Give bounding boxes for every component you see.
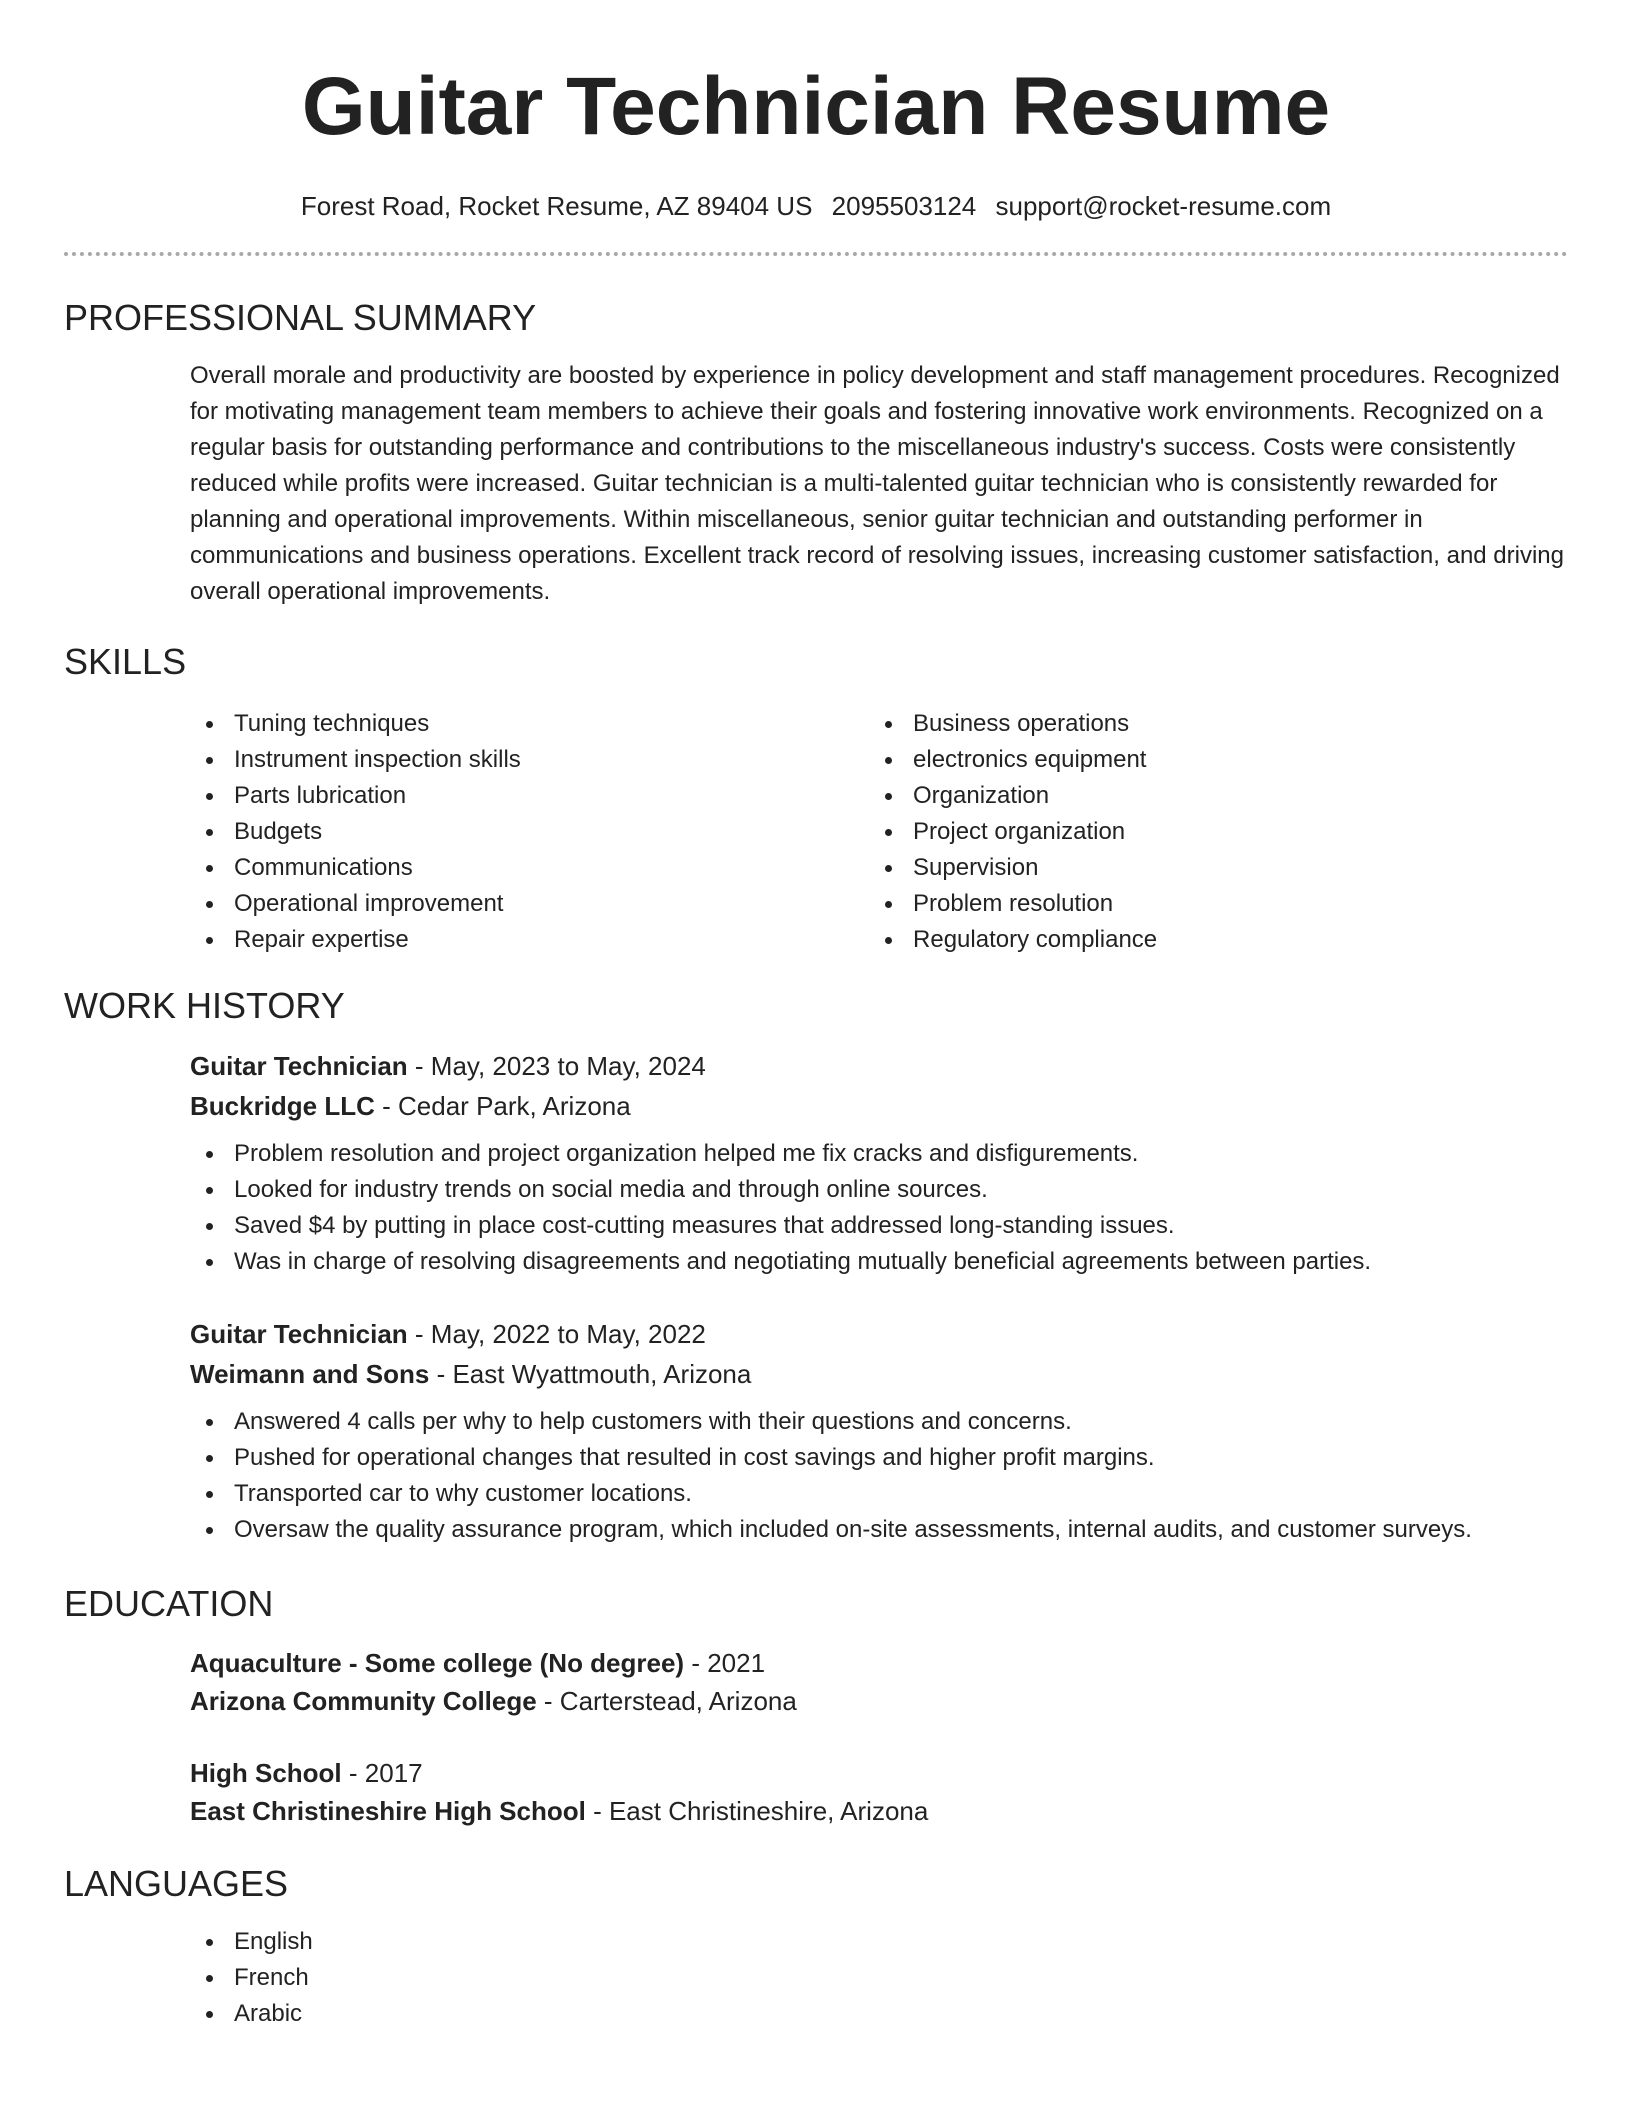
languages-section bbox=[64, 1862, 1568, 2032]
bullet-icon bbox=[885, 865, 892, 872]
list-item: Repair expertise bbox=[190, 922, 869, 958]
bullet-icon bbox=[885, 721, 892, 728]
work-history-heading: WORK HISTORY bbox=[64, 985, 345, 1026]
education-heading: EDUCATION bbox=[64, 1583, 274, 1624]
bullet-icon bbox=[206, 1491, 213, 1498]
list-item: Operational improvement bbox=[190, 886, 869, 922]
job-title: Guitar Technician bbox=[190, 1051, 408, 1081]
job-company: Buckridge LLC bbox=[190, 1091, 375, 1121]
list-item: English bbox=[190, 1924, 1568, 1960]
skills-list-left bbox=[190, 706, 869, 958]
list-item: electronics equipment bbox=[869, 742, 1568, 778]
list-item: Looked for industry trends on social media and through online sources. bbox=[190, 1172, 1568, 1208]
education-year: - 2021 bbox=[684, 1648, 766, 1678]
bullet-icon bbox=[206, 865, 213, 872]
job-location: - East Wyattmouth, Arizona bbox=[429, 1359, 752, 1389]
education-entry bbox=[190, 1754, 1568, 1830]
bullet-icon bbox=[206, 793, 213, 800]
bullet-icon bbox=[206, 1455, 213, 1462]
bullet-icon bbox=[206, 721, 213, 728]
summary-heading: PROFESSIONAL SUMMARY bbox=[64, 297, 537, 338]
skills-heading: SKILLS bbox=[64, 641, 187, 682]
bullet-icon bbox=[206, 901, 213, 908]
bullet-icon bbox=[206, 1151, 213, 1158]
education-school: Arizona Community College bbox=[190, 1686, 537, 1716]
skills-section bbox=[64, 640, 1568, 958]
list-item: Tuning techniques bbox=[190, 706, 869, 742]
bullet-icon bbox=[206, 1527, 213, 1534]
job-company-line bbox=[190, 1086, 1568, 1126]
bullet-icon bbox=[206, 2011, 213, 2018]
list-item: Problem resolution bbox=[869, 886, 1568, 922]
contact-phone: 2095503124 bbox=[831, 191, 977, 221]
bullet-icon bbox=[885, 793, 892, 800]
list-item: Saved $4 by putting in place cost-cutting measures that addressed long-standing issues. bbox=[190, 1208, 1568, 1244]
bullet-icon bbox=[885, 937, 892, 944]
education-year: - 2017 bbox=[341, 1758, 423, 1788]
languages-heading: LANGUAGES bbox=[64, 1863, 289, 1904]
bullet-icon bbox=[206, 1259, 213, 1266]
list-item: Arabic bbox=[190, 1996, 1568, 2032]
contact-info bbox=[64, 190, 1568, 222]
list-item: Regulatory compliance bbox=[869, 922, 1568, 958]
bullet-icon bbox=[206, 1223, 213, 1230]
list-item: Instrument inspection skills bbox=[190, 742, 869, 778]
list-item: French bbox=[190, 1960, 1568, 1996]
list-item: Was in charge of resolving disagreements and negotiating mutually beneficial agreements between parties. bbox=[190, 1244, 1568, 1280]
list-item: Supervision bbox=[869, 850, 1568, 886]
list-item: Parts lubrication bbox=[190, 778, 869, 814]
bullet-icon bbox=[885, 757, 892, 764]
summary-text: Overall morale and productivity are boosted by experience in policy development and staff management procedures. Recognized for motivating management team members to achieve their goals and fostering innovative work environments. Recognized on a regular basis for outstanding performance and contributions to the miscellaneous industry's success. Costs were consistently reduced while profits were increased. Guitar technician is a multi-talented guitar technician who is consistently rewarded for planning and operational improvements. Within miscellaneous, senior guitar technician and outstanding performer in communications and business operations. Excellent track record of resolving issues, increasing customer satisfaction, and driving overall operational improvements. bbox=[190, 362, 1564, 605]
education-entry bbox=[190, 1644, 1568, 1720]
education-location: - East Christineshire, Arizona bbox=[585, 1796, 929, 1826]
list-item: Pushed for operational changes that resulted in cost savings and higher profit margins. bbox=[190, 1440, 1568, 1476]
bullet-icon bbox=[206, 1939, 213, 1946]
job-title-line bbox=[190, 1046, 1568, 1086]
page-title: Guitar Technician Resume bbox=[301, 61, 1331, 152]
job-company-line bbox=[190, 1354, 1568, 1394]
list-item: Oversaw the quality assurance program, which included on-site assessments, internal audits, and customer surveys. bbox=[190, 1512, 1568, 1548]
education-degree-line bbox=[190, 1644, 1568, 1682]
education-degree: Aquaculture - Some college (No degree) bbox=[190, 1648, 685, 1678]
job-title: Guitar Technician bbox=[190, 1319, 408, 1349]
bullet-icon bbox=[206, 1975, 213, 1982]
job-duties bbox=[190, 1404, 1568, 1548]
list-item: Transported car to why customer locations. bbox=[190, 1476, 1568, 1512]
list-item: Organization bbox=[869, 778, 1568, 814]
education-school-line bbox=[190, 1682, 1568, 1720]
list-item: Problem resolution and project organization helped me fix cracks and disfigurements. bbox=[190, 1136, 1568, 1172]
education-section bbox=[64, 1582, 1568, 1830]
job-dates: - May, 2023 to May, 2024 bbox=[407, 1051, 706, 1081]
bullet-icon bbox=[206, 1187, 213, 1194]
education-school: East Christineshire High School bbox=[190, 1796, 586, 1826]
languages-list bbox=[190, 1924, 1568, 2032]
bullet-icon bbox=[206, 829, 213, 836]
list-item: Business operations bbox=[869, 706, 1568, 742]
list-item: Answered 4 calls per why to help customers with their questions and concerns. bbox=[190, 1404, 1568, 1440]
resume-page bbox=[64, 0, 1568, 2027]
list-item: Communications bbox=[190, 850, 869, 886]
list-item: Project organization bbox=[869, 814, 1568, 850]
education-school-line bbox=[190, 1792, 1568, 1830]
education-degree-line bbox=[190, 1754, 1568, 1792]
summary-section bbox=[64, 296, 1568, 610]
education-degree: High School bbox=[190, 1758, 342, 1788]
bullet-icon bbox=[885, 829, 892, 836]
list-item: Budgets bbox=[190, 814, 869, 850]
job-entry bbox=[190, 1314, 1568, 1548]
header-divider bbox=[64, 252, 1568, 256]
job-duties bbox=[190, 1136, 1568, 1280]
job-company: Weimann and Sons bbox=[190, 1359, 430, 1389]
bullet-icon bbox=[885, 901, 892, 908]
job-entry bbox=[190, 1046, 1568, 1280]
education-location: - Carterstead, Arizona bbox=[536, 1686, 797, 1716]
skills-list-right bbox=[869, 706, 1568, 958]
bullet-icon bbox=[206, 1419, 213, 1426]
bullet-icon bbox=[206, 757, 213, 764]
bullet-icon bbox=[206, 937, 213, 944]
work-history-section bbox=[64, 984, 1568, 1548]
job-title-line bbox=[190, 1314, 1568, 1354]
job-location: - Cedar Park, Arizona bbox=[374, 1091, 631, 1121]
contact-address: Forest Road, Rocket Resume, AZ 89404 US bbox=[300, 191, 813, 221]
job-dates: - May, 2022 to May, 2022 bbox=[407, 1319, 706, 1349]
contact-email[interactable]: support@rocket-resume.com bbox=[995, 191, 1332, 221]
